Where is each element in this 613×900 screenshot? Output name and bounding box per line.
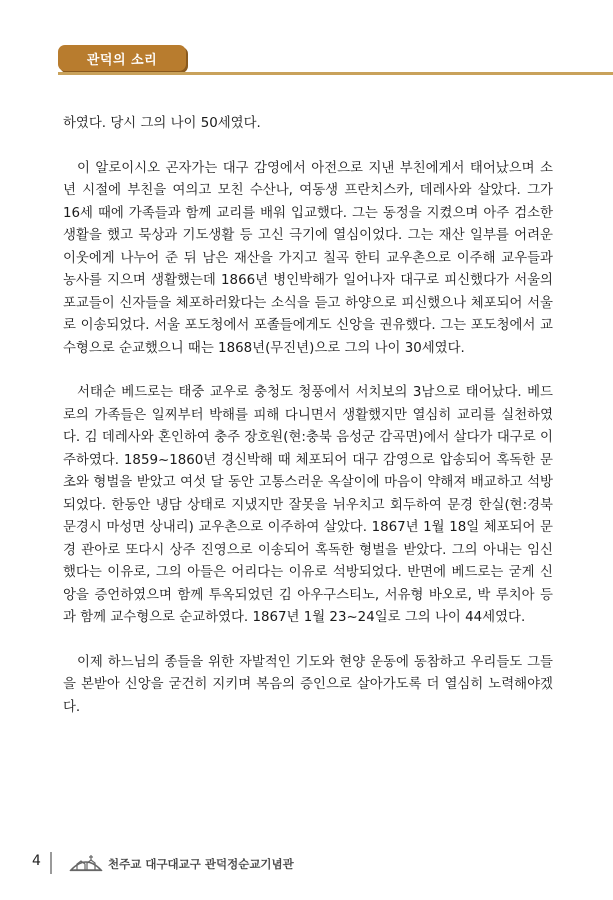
header-divider: [58, 72, 613, 75]
article-body: [63, 113, 553, 741]
section-title: 관덕의 소리: [86, 53, 158, 68]
footer-divider: [50, 852, 52, 874]
church-emblem-icon: [69, 852, 103, 876]
page-number: 4: [32, 853, 41, 869]
section-tab: [58, 45, 186, 71]
paragraph-3: 서태순 베드로는 태중 교우로 충청도 청풍에서 서치보의 3남으로 태어났다. 베드로의 가족들은 일찌부터 박해를 피해 다니면서 생활했지만 열심히 교리를 실천하였다. 김 데레사와 혼인하여 충주 장호원(현:충북 음성군 감곡면)에서 살다가 대구로 이주하였다. 1859~1860년 경신박해 때 체포되어 대구 감영으로 압송되어 혹독한 문초와 형벌을 받았고 여섯 달 동안 고통스러운 옥살이에 마음이 약해져 배교하고 석방되었다. 한동안 냉담 상태로 지냈지만 잘못을 뉘우치고 회두하여 문경 한실(현:경북 문경시 마성면 상내리) 교우촌으로 이주하여 살았다. 1867년 1월 18일 체포되어 문경 관아로 또다시 상주 진영으로 이송되어 혹독한 형벌을 받았다. 그의 아내는 임신했다는 이유로, 그의 아들은 어리다는 이유로 석방되었다. 반면에 베드로는 굳게 신앙을 증언하였으며 함께 투옥되었던 김 아우구스티노, 서유형 바오로, 박 루치아 등과 함께 교수형으로 순교하였다. 1867년 1월 23~24일로 그의 나이 44세였다.: [63, 385, 553, 625]
paragraph-2: 이 알로이시오 곤자가는 대구 감영에서 아전으로 지낸 부친에게서 태어났으며 소년 시절에 부친을 여의고 모친 수산나, 여동생 프란치스카, 데레사와 살았다. 그가 16세 때에 가족들과 함께 교리를 배워 입교했다. 그는 동정을 지켰으며 아주 검소한 생활을 했고 묵상과 기도생활 등 고신 극기에 열심이었다. 그는 재산 일부를 어려운 이웃에게 나누어 준 뒤 남은 재산을 가지고 칠곡 한티 교우촌으로 이주해 교우들과 농사를 지으며 생활했는데 1866년 병인박해가 일어나자 대구로 피신했다가 서울의 포교들이 신자들을 체포하러왔다는 소식을 듣고 하양으로 피신했으나 체포되어 서울로 이송되었다. 서울 포도청에서 포졸들에게도 신앙을 권유했다. 그는 포도청에서 교수형으로 순교했으니 때는 1868년(무진년)으로 그의 나이 30세였다.: [63, 160, 553, 356]
paragraph-1: 하였다. 당시 그의 나이 50세였다.: [63, 116, 261, 131]
paragraph-4: 이제 하느님의 종들을 위한 자발적인 기도와 현양 운동에 동참하고 우리들도 그들을 본받아 신앙을 굳건히 지키며 복음의 증인으로 살아가도록 더 열심히 노력해야겠다.: [63, 654, 553, 715]
publication-name: 천주교 대구대교구 관덕정순교기념관: [108, 857, 294, 871]
